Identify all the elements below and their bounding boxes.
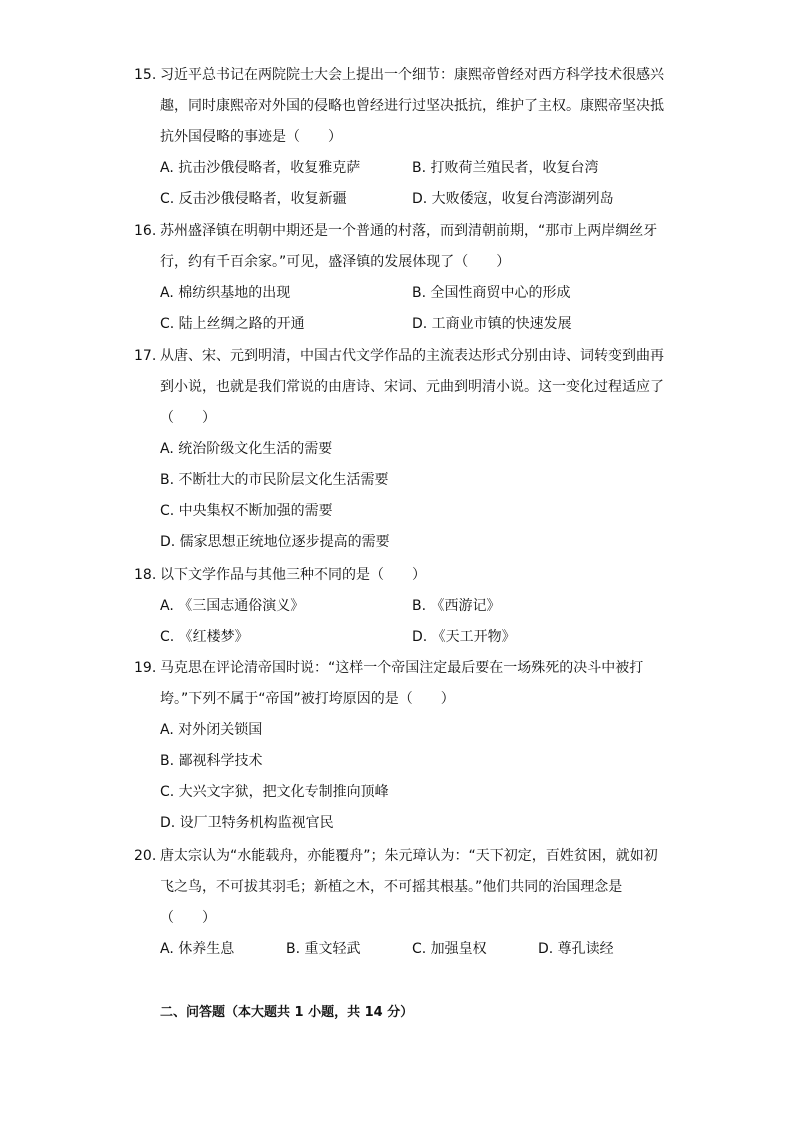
question-stem bbox=[134, 841, 664, 934]
question-number: 16. bbox=[134, 223, 157, 239]
options-row bbox=[134, 622, 664, 653]
question-15 bbox=[134, 60, 664, 215]
options-row bbox=[134, 153, 664, 184]
question-17 bbox=[134, 341, 664, 558]
options-row bbox=[134, 309, 664, 340]
option-c: C. 加强皇权 bbox=[412, 941, 487, 957]
question-text: 习近平总书记在两院院士大会上提出一个细节：康熙帝曾经对西方科学技术很感兴趣，同时康熙帝对外国的侵略也曾经进行过坚决抵抗，维护了主权。康熙帝坚决抵抗外国侵略的事迹是（ ） bbox=[160, 67, 664, 145]
question-number: 17. bbox=[134, 348, 157, 364]
option-c: C. 大兴文字狱，把文化专制推向顶峰 bbox=[160, 784, 389, 800]
question-text: 唐太宗认为“水能载舟，亦能覆舟”；朱元璋认为：“天下初定，百姓贫困，就如初飞之鸟，不可拔其羽毛；新植之木，不可摇其根基。”他们共同的治国理念是（ ） bbox=[160, 848, 658, 926]
option-b: B. 不断壮大的市民阶层文化生活需要 bbox=[160, 472, 389, 488]
option-d: D. 工商业市镇的快速发展 bbox=[412, 316, 572, 332]
question-stem bbox=[134, 560, 664, 591]
option-d: D. 尊孔读经 bbox=[538, 941, 614, 957]
option-b: B. 《西游记》 bbox=[412, 598, 501, 614]
option-a: A. 抗击沙俄侵略者，收复雅克萨 bbox=[160, 160, 361, 176]
option-d: D. 设厂卫特务机构监视官民 bbox=[160, 815, 334, 831]
options-row bbox=[134, 184, 664, 215]
question-stem bbox=[134, 653, 664, 715]
section-heading: 二、问答题（本大题共 1 小题，共 14 分） bbox=[160, 1005, 414, 1020]
question-stem bbox=[134, 60, 664, 153]
question-text: 以下文学作品与其他三种不同的是（ ） bbox=[160, 567, 426, 583]
question-16 bbox=[134, 216, 664, 340]
option-c: C. 中央集权不断加强的需要 bbox=[160, 503, 333, 519]
question-stem bbox=[134, 216, 664, 278]
question-text: 马克思在评论清帝国时说：“这样一个帝国注定最后要在一场殊死的决斗中被打垮。”下列不属于“帝国”被打垮原因的是（ ） bbox=[160, 660, 644, 707]
option-a: A. 棉纺织基地的出现 bbox=[160, 285, 291, 301]
options-row bbox=[134, 278, 664, 309]
question-number: 15. bbox=[134, 67, 157, 83]
question-18 bbox=[134, 560, 664, 653]
question-20 bbox=[134, 841, 664, 965]
options-row bbox=[134, 591, 664, 622]
question-19 bbox=[134, 653, 664, 839]
question-text: 苏州盛泽镇在明朝中期还是一个普通的村落，而到清朝前期，“那市上两岸绸丝牙行，约有千百余家。”可见，盛泽镇的发展体现了（ ） bbox=[160, 223, 658, 270]
question-number: 20. bbox=[134, 848, 157, 864]
option-c: C. 反击沙俄侵略者，收复新疆 bbox=[160, 191, 347, 207]
option-c: C. 《红楼梦》 bbox=[160, 629, 249, 645]
option-c: C. 陆上丝绸之路的开通 bbox=[160, 316, 305, 332]
question-number: 18. bbox=[134, 567, 157, 583]
option-b: B. 打败荷兰殖民者，收复台湾 bbox=[412, 160, 599, 176]
option-a: A. 统治阶级文化生活的需要 bbox=[160, 441, 333, 457]
option-d: D. 大败倭寇，收复台湾澎湖列岛 bbox=[412, 191, 614, 207]
question-text: 从唐、宋、元到明清，中国古代文学作品的主流表达形式分别由诗、词转变到曲再到小说，也就是我们常说的由唐诗、宋词、元曲到明清小说。这一变化过程适应了（ ） bbox=[160, 348, 664, 426]
option-d: D. 《天工开物》 bbox=[412, 629, 516, 645]
option-b: B. 全国性商贸中心的形成 bbox=[412, 285, 571, 301]
question-stem bbox=[134, 341, 664, 434]
question-number: 19. bbox=[134, 660, 157, 676]
option-b: B. 鄙视科学技术 bbox=[160, 753, 263, 769]
option-a: A. 对外闭关锁国 bbox=[160, 722, 263, 738]
option-a: A. 休养生息 bbox=[160, 941, 235, 957]
option-d: D. 儒家思想正统地位逐步提高的需要 bbox=[160, 534, 390, 550]
options-row bbox=[134, 934, 664, 965]
option-a: A. 《三国志通俗演义》 bbox=[160, 598, 305, 614]
option-b: B. 重文轻武 bbox=[286, 941, 361, 957]
